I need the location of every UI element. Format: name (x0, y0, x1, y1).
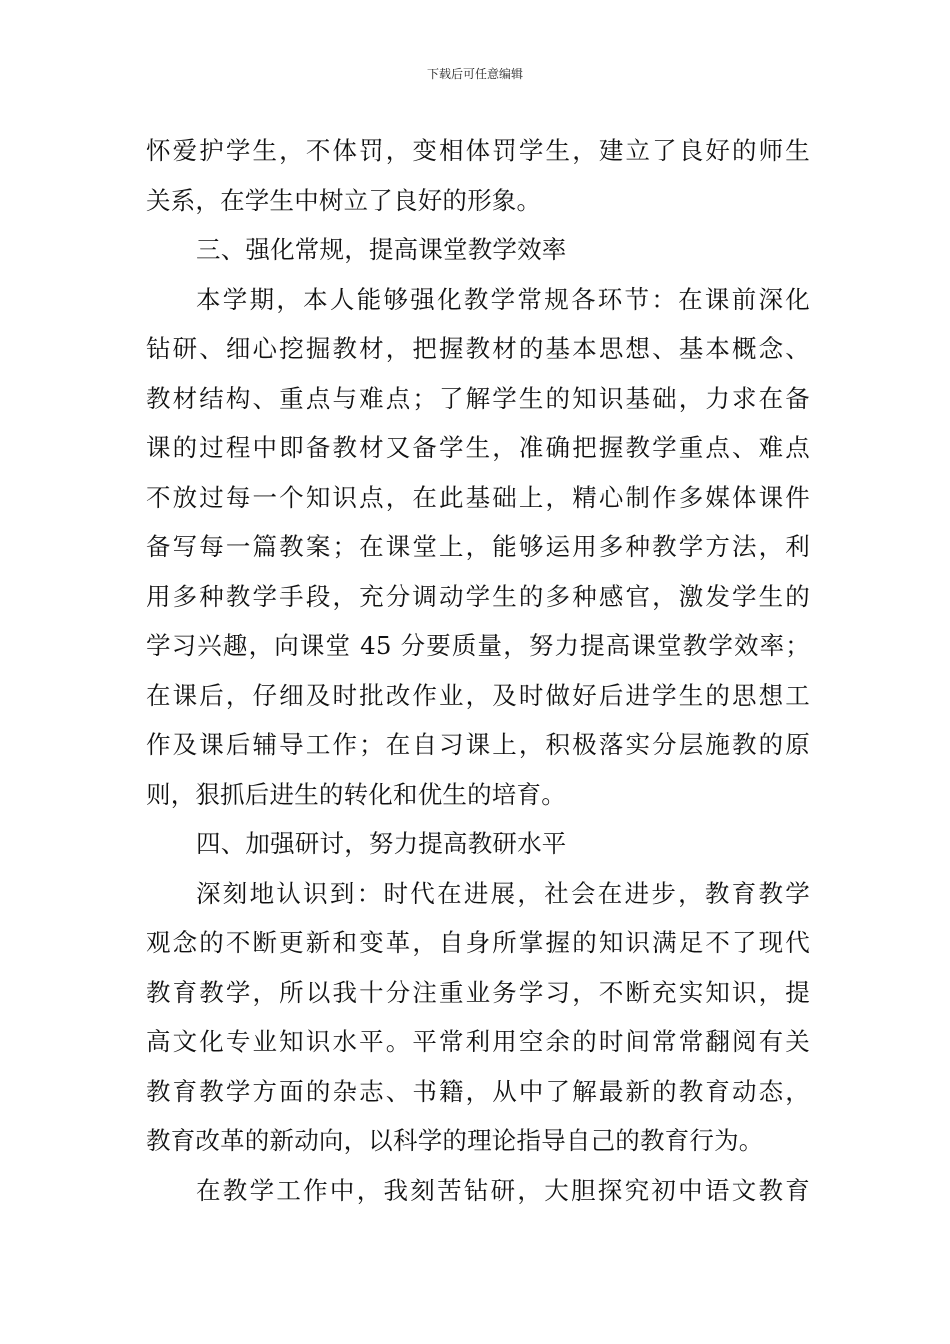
paragraph-line: 在教学工作中，我刻苦钻研，大胆探究初中语文教育 (196, 1175, 810, 1205)
paragraph-line: 教材结构、重点与难点；了解学生的知识基础，力求在备 (146, 383, 810, 413)
section-heading: 四、加强研讨，努力提高教研水平 (196, 829, 567, 858)
paragraph-line: 钻研、细心挖掘教材，把握教材的基本思想、基本概念、 (146, 334, 810, 363)
paragraph-line: 关系，在学生中树立了良好的形象。 (146, 185, 542, 215)
paragraph-line: 则，狠抓后进生的转化和优生的培育。 (146, 779, 566, 809)
paragraph-line: 观念的不断更新和变革，自身所掌握的知识满足不了现代 (146, 928, 810, 957)
paragraph-line: 备写每一篇教案；在课堂上，能够运用多种教学方法，利 (146, 532, 810, 561)
paragraph-line: 教育改革的新动向，以科学的理论指导自己的教育行为。 (146, 1126, 764, 1155)
paragraph-line: 课的过程中即备教材又备学生，准确把握教学重点、难点 (146, 433, 810, 462)
paragraph-line: 学习兴趣，向课堂 45 分要质量，努力提高课堂教学效率； (146, 631, 810, 660)
paragraph-line: 不放过每一个知识点，在此基础上，精心制作多媒体课件 (146, 482, 810, 512)
paragraph-line: 作及课后辅导工作；在自习课上，积极落实分层施教的原 (146, 730, 810, 759)
paragraph-line: 高文化专业知识水平。平常利用空余的时间常常翻阅有关 (146, 1027, 810, 1056)
paragraph-line: 深刻地认识到：时代在进展，社会在进步，教育教学 (196, 878, 810, 908)
paragraph-line: 用多种教学手段，充分调动学生的多种感官，激发学生的 (146, 581, 810, 611)
paragraph-line: 在课后，仔细及时批改作业，及时做好后进学生的思想工 (146, 680, 810, 710)
section-heading: 三、强化常规，提高课堂教学效率 (196, 235, 567, 264)
page-header-note: 下载后可任意编辑 (426, 67, 523, 81)
paragraph-line: 怀爱护学生，不体罚，变相体罚学生，建立了良好的师生 (146, 136, 810, 165)
paragraph-line: 教育教学，所以我十分注重业务学习，不断充实知识，提 (146, 977, 810, 1007)
paragraph-line: 本学期，本人能够强化教学常规各环节：在课前深化 (196, 284, 810, 314)
document-body (146, 126, 810, 1215)
paragraph-line: 教育教学方面的杂志、书籍，从中了解最新的教育动态， (146, 1076, 810, 1106)
